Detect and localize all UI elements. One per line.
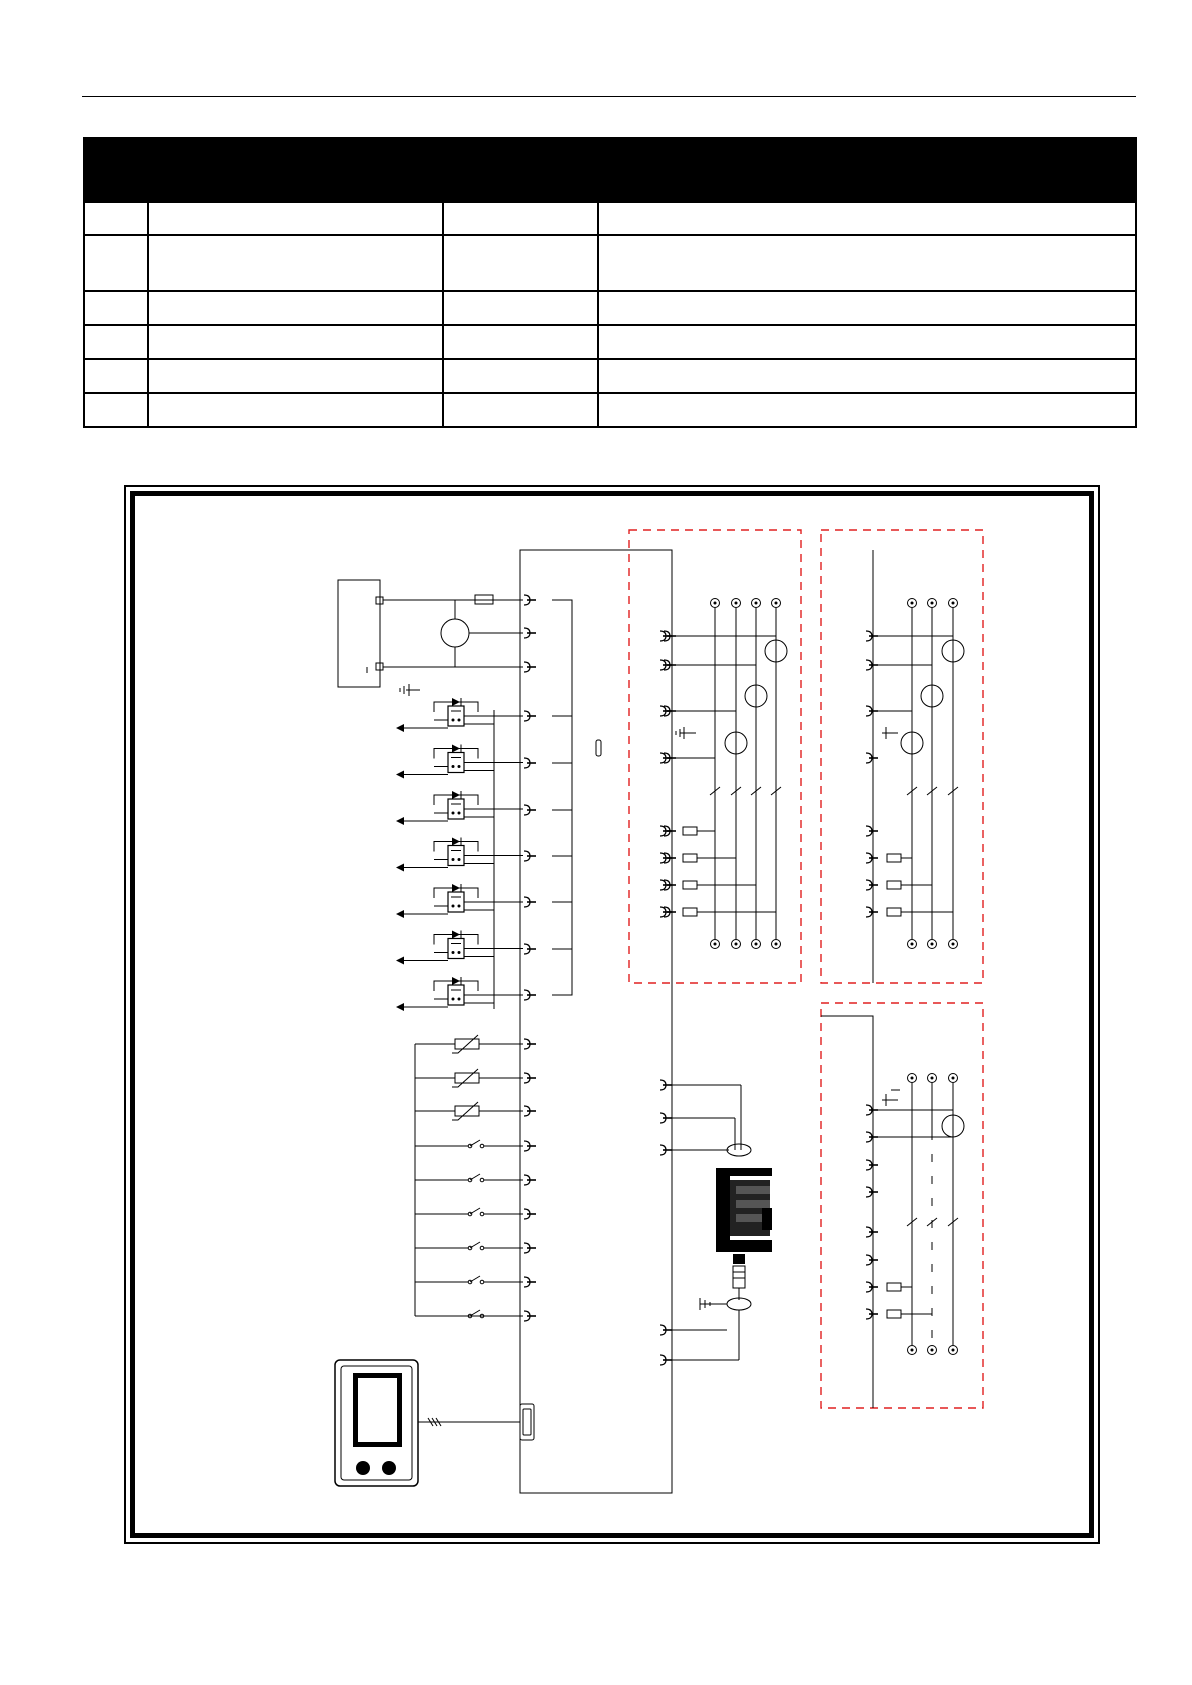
handheld-display <box>335 1360 418 1486</box>
contactor-group-2 <box>866 550 964 983</box>
input-relay-module <box>397 884 523 916</box>
meter-icon <box>441 619 469 647</box>
thermistor-input <box>415 1035 523 1053</box>
dashed-module-2 <box>821 530 983 983</box>
fuse-icon <box>683 908 697 916</box>
fuse-icon <box>683 881 697 889</box>
fuse-icon <box>683 854 697 862</box>
switch-input <box>415 1174 523 1182</box>
input-relay-module <box>397 838 523 870</box>
contactor-group-1 <box>664 599 787 949</box>
fuse-icon <box>887 908 901 916</box>
thermistor-input <box>415 1069 523 1087</box>
input-relay-module <box>397 698 523 730</box>
fuse-icon <box>887 1283 901 1291</box>
lower-input-rows <box>415 1035 523 1318</box>
input-relay-module <box>397 745 523 777</box>
switch-input <box>415 1208 523 1216</box>
left-terminal-column <box>524 595 536 1321</box>
switch-input <box>415 1242 523 1250</box>
switch-input <box>415 1276 523 1284</box>
controller-body <box>520 550 672 1493</box>
input-modules <box>397 698 523 1009</box>
switch-input <box>415 1310 523 1318</box>
fuse-icon <box>887 854 901 862</box>
right-terminal-column <box>660 631 672 1365</box>
dashed-module-3 <box>821 1003 983 1408</box>
thermistor-input <box>415 1102 523 1120</box>
contactor-group-3 <box>821 1016 964 1408</box>
switch-input <box>415 1140 523 1148</box>
fuse-icon <box>683 827 697 835</box>
power-supply-box <box>338 580 380 687</box>
input-relay-module <box>397 791 523 823</box>
input-relay-module <box>397 931 523 963</box>
input-relay-module <box>397 977 523 1009</box>
fuse-icon <box>887 881 901 889</box>
load-sensor <box>672 1085 772 1360</box>
fuse-icon <box>887 1310 901 1318</box>
